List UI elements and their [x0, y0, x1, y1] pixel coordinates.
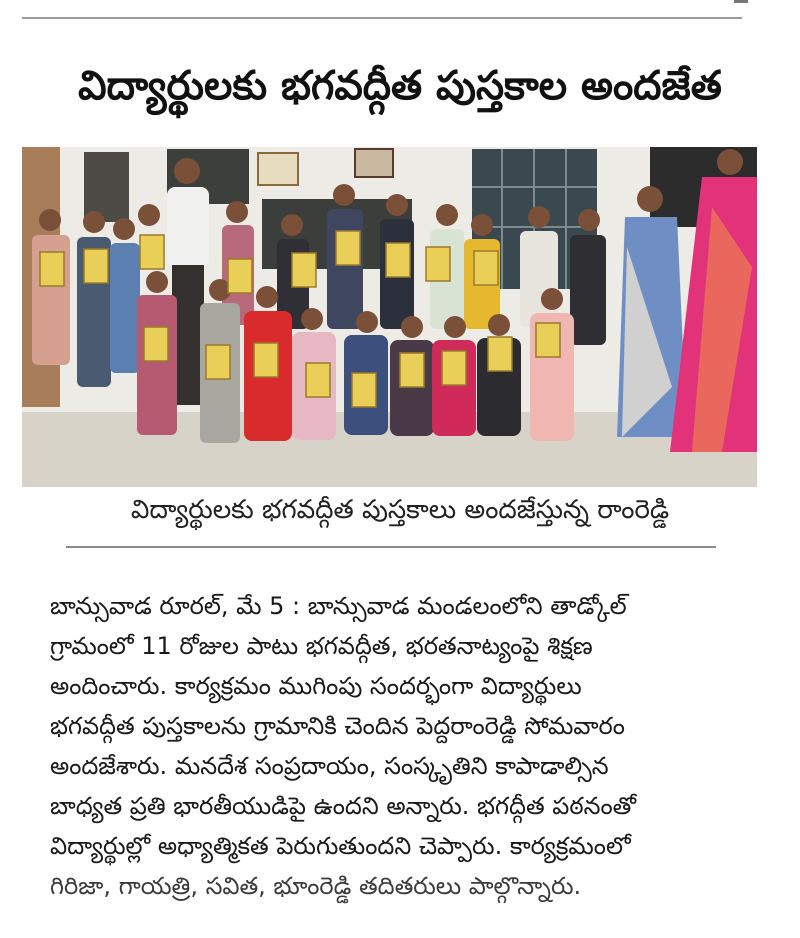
article-line: గిరిజా, గాయత్రి, సవిత, భూంరెడ్డి తదితరులు పాల్గొన్నారు. [50, 872, 582, 900]
article-line: విద్యార్థుల్లో అధ్యాత్మికత పెరుగుతుందని చెప్పారు. కార్యక్రమంలో [50, 832, 631, 860]
photo-caption: విద్యార్థులకు భగవద్గీత పుస్తకాలు అందజేస్తున్న రాంరెడ్డి [130, 495, 670, 525]
article-line: అందించారు. కార్యక్రమం ముగింపు సందర్భంగా విద్యార్థులు [50, 672, 582, 700]
article-line: భగవద్గీత పుస్తకాలను గ్రామానికి చెందిన పెద్దరాంరెడ్డి సోమవారం [50, 712, 625, 740]
article-body [50, 586, 760, 906]
article-line: అందజేశారు. మనదేశ సంప్రదాయం, సంస్కృతిని కాపాడాల్సిన [50, 752, 609, 780]
headline: విద్యార్థులకు భగవద్గీత పుస్తకాల అందజేత [78, 63, 722, 109]
article-line: బాధ్యత ప్రతి భారతీయుడిపై ఉందని అన్నారు. భగద్గీత పఠనంతో [50, 792, 637, 820]
news-photo [22, 147, 757, 487]
corner-mark [734, 0, 748, 3]
article-line: గ్రామంలో 11 రోజుల పాటు భగవద్గీత, భరతనాట్యంపై శిక్షణ [50, 632, 593, 660]
article-line: బాన్సువాడ రూరల్, మే 5 : బాన్సువాడ మండలంలోని తాడ్కోల్ [50, 592, 627, 620]
caption-rule [66, 546, 716, 548]
top-rule [22, 17, 742, 19]
